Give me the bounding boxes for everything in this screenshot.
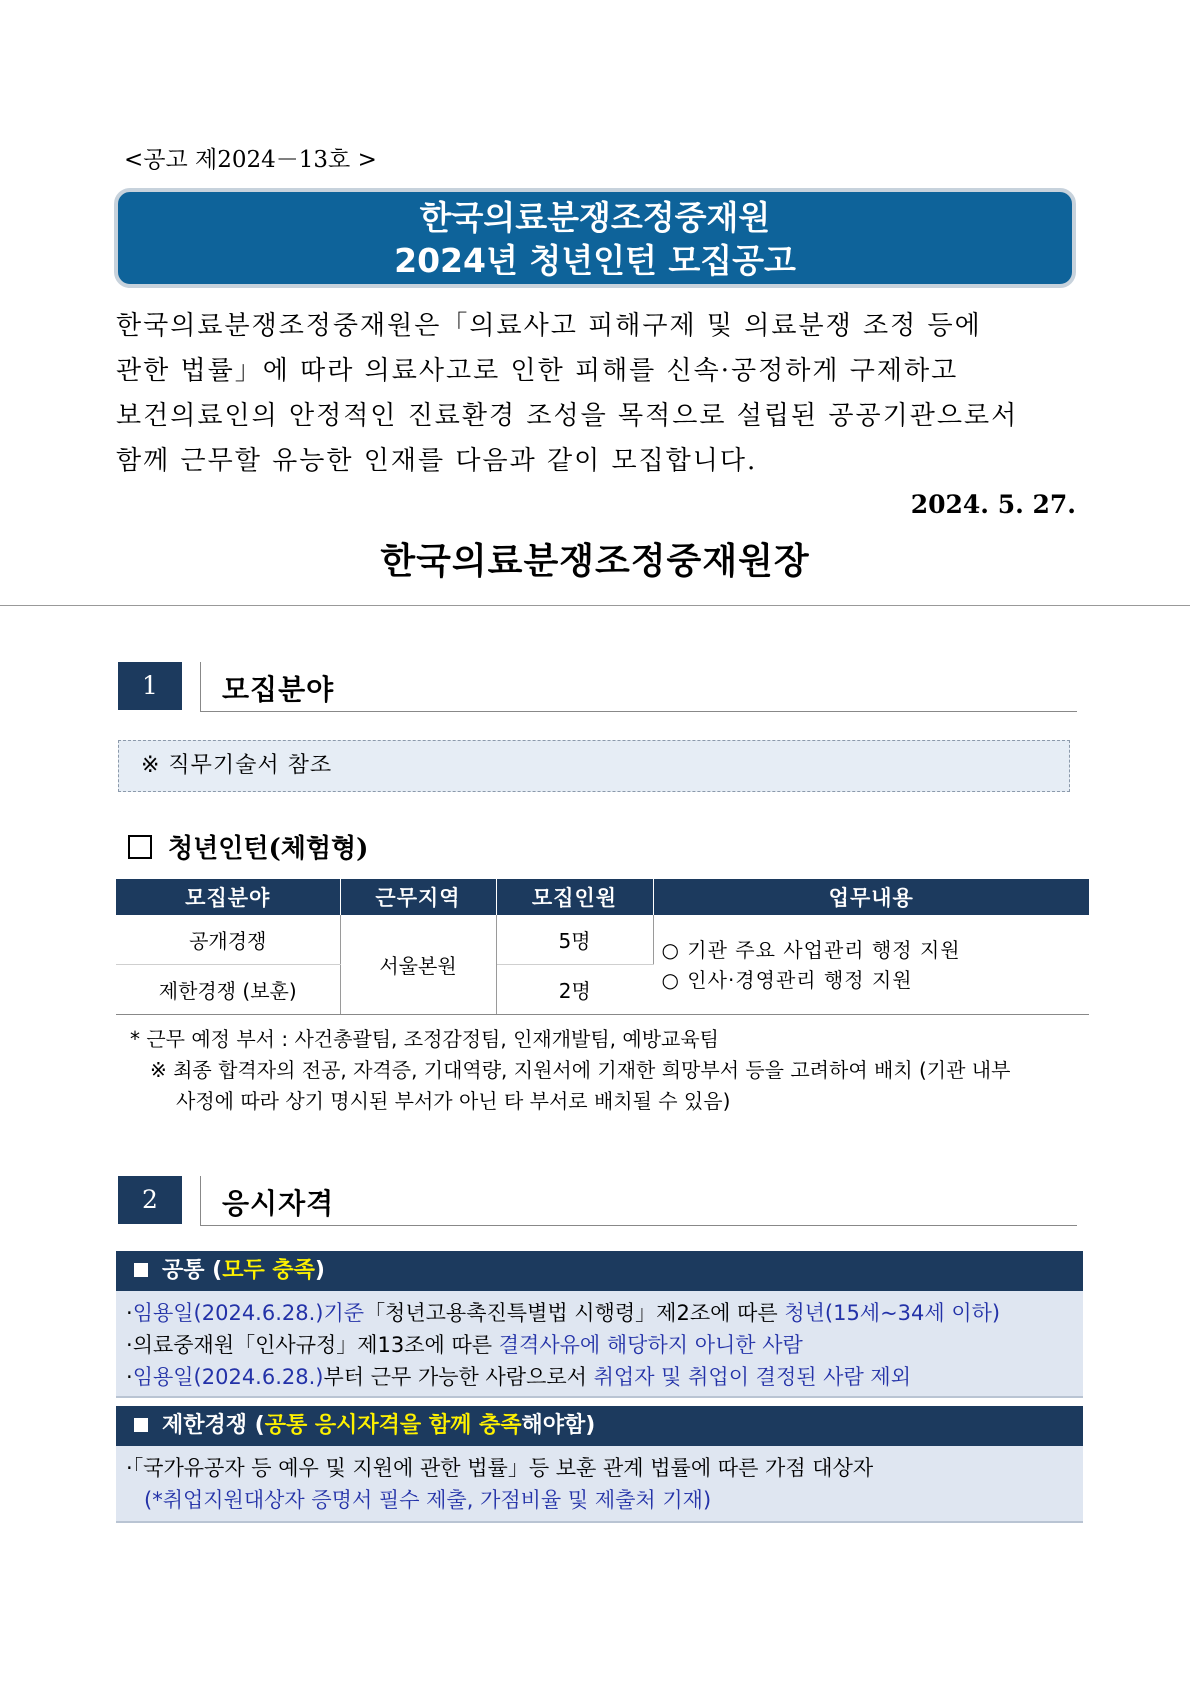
restricted-qualification-list: [116, 1446, 1083, 1523]
header-field: 모집분야: [116, 879, 340, 915]
cell-field: 제한경쟁 (보훈): [116, 965, 340, 1015]
duty-item: ○ 기관 주요 사업관리 행정 지원: [661, 937, 961, 962]
square-bullet-icon: [134, 1263, 148, 1277]
table-row: [116, 915, 1089, 965]
cell-duties: [653, 915, 1089, 1015]
intro-line-1: 한국의료분쟁조정중재원은「의료사고 피해구제 및 의료분쟁 조정 등에: [116, 311, 982, 341]
job-description-reference: ※ 직무기술서 참조: [118, 740, 1070, 792]
cell-count: 5명: [496, 915, 653, 965]
section-2-title: 응시자격: [222, 1187, 335, 1220]
intro-paragraph: [116, 304, 1056, 484]
section-2-underline: [200, 1225, 1077, 1226]
cell-field: 공개경쟁: [116, 915, 340, 965]
common-qualification-list: [116, 1291, 1083, 1398]
notice-date: 2024. 5. 27.: [910, 490, 1076, 519]
note-placement: ※ 최종 합격자의 전공, 자격증, 기대역량, 지원서에 기재한 희망부서 등을 고려하여 배치 (기관 내부: [150, 1058, 1011, 1082]
section-2-number: 2: [118, 1176, 182, 1224]
note-departments: * 근무 예정 부서 : 사건총괄팀, 조정감정팀, 인재개발팀, 예방교육팀: [130, 1027, 719, 1051]
section-1-number: 1: [118, 662, 182, 710]
intro-line-2: 관한 법률」에 따라 의료사고로 인한 피해를 신속·공정하게 구제하고: [116, 356, 959, 386]
bar-label: 공통 (: [162, 1258, 223, 1283]
section-1-vline: [200, 662, 201, 712]
table-header-row: [116, 879, 1089, 915]
bar-label-end: 해야함): [521, 1413, 596, 1438]
note-placement-cont: 사정에 따라 상기 명시된 부서가 아닌 타 부서로 배치될 수 있음): [176, 1089, 731, 1113]
square-bullet-icon: [134, 1418, 148, 1432]
subsection-heading: [128, 828, 368, 865]
common-qualification-bar: [116, 1251, 1083, 1291]
list-item: ·의료중재원「인사규정」제13조에 따른 결격사유에 해당하지 아니한 사람: [126, 1333, 803, 1357]
header-divider: [0, 605, 1190, 606]
section-1-title: 모집분야: [222, 673, 335, 706]
checkbox-square-icon: [128, 835, 152, 859]
duty-item: ○ 인사·경영관리 행정 지원: [661, 967, 913, 992]
list-item-note: (*취업지원대상자 증명서 필수 제출, 가점비율 및 제출처 기재): [144, 1488, 712, 1512]
notice-number: <공고 제2024－13호 >: [124, 147, 377, 173]
title-line-2: 2024년 청년인턴 모집공고: [394, 241, 796, 280]
subsection-title: 청년인턴(체험형): [168, 834, 369, 864]
intro-line-4: 함께 근무할 유능한 인재를 다음과 같이 모집합니다.: [116, 446, 758, 476]
header-location: 근무지역: [340, 879, 496, 915]
title-banner: [114, 188, 1076, 288]
list-item: ·「국가유공자 등 예우 및 지원에 관한 법률」등 보훈 관계 법률에 따른 가점 대상자: [126, 1456, 874, 1480]
bar-label-end: ): [314, 1258, 325, 1283]
cell-count: 2명: [496, 965, 653, 1015]
section-2-vline: [200, 1176, 201, 1226]
recruitment-notes: [130, 1024, 1090, 1117]
bar-label: 제한경쟁 (: [162, 1413, 265, 1438]
cell-location: 서울본원: [340, 915, 496, 1015]
header-count: 모집인원: [496, 879, 653, 915]
bar-highlight: 공통 응시자격을 함께 충족: [264, 1413, 522, 1438]
list-item: ·임용일(2024.6.28.)기준「청년고용촉진특별법 시행령」제2조에 따른 청년(15세~34세 이하): [126, 1301, 1001, 1325]
bar-highlight: 모두 충족: [222, 1258, 315, 1283]
intro-line-3: 보건의료인의 안정적인 진료환경 조성을 목적으로 설립된 공공기관으로서: [116, 401, 1019, 431]
restricted-qualification-bar: [116, 1406, 1083, 1446]
recruitment-table: [116, 879, 1089, 1015]
organization-head: 한국의료분쟁조정중재원장: [380, 540, 810, 582]
section-1-underline: [200, 711, 1077, 712]
header-duties: 업무내용: [653, 879, 1089, 915]
list-item: ·임용일(2024.6.28.)부터 근무 가능한 사람으로서 취업자 및 취업이 결정된 사람 제외: [126, 1365, 912, 1389]
title-line-1: 한국의료분쟁조정중재원: [419, 198, 771, 237]
